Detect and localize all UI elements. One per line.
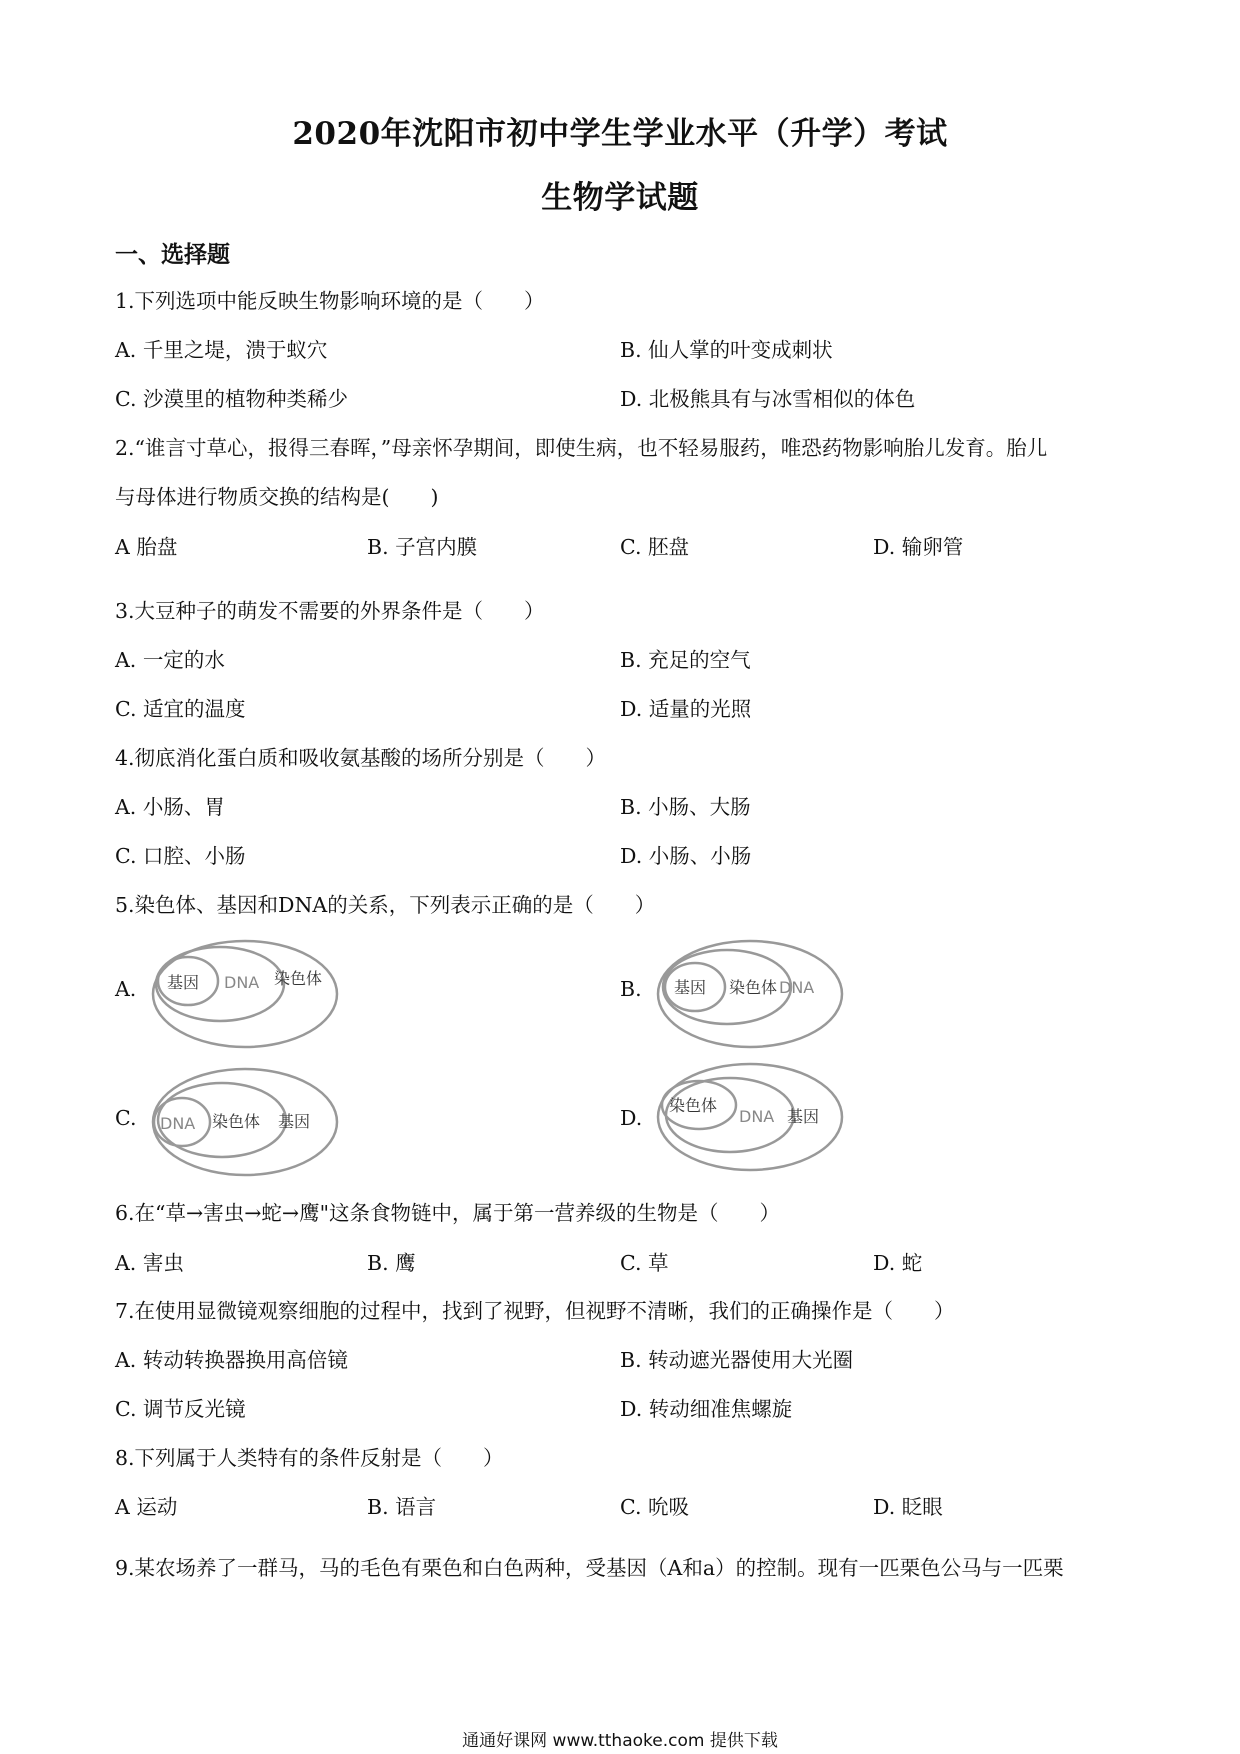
venn-inner-label: 基因 [674,978,707,997]
q4-option-b: B. 小肠、大肠 [620,795,751,819]
q1-option-a: A. 千里之堤，溃于蚁穴 [115,338,328,362]
venn-middle-label: DNA [739,1107,775,1126]
q3-option-b: B. 充足的空气 [620,648,751,672]
exam-subtitle: 生物学试题 [541,180,699,216]
q8-option-b: B. 语言 [367,1495,437,1519]
q6-stem: 6.在“草→害虫→蛇→鹰"这条食物链中，属于第一营养级的生物是（ ） [115,1201,780,1225]
section-heading: 一、选择题 [115,241,230,268]
q3-option-a: A. 一定的水 [115,648,225,672]
venn-outer-label: DNA [779,978,815,997]
q5-venn-c [150,1065,340,1180]
venn-middle-ellipse [666,1078,794,1152]
venn-middle-label: DNA [224,973,260,992]
footer-watermark[interactable]: 通通好课网 www.tthaoke.com 提供下载 [462,1731,778,1751]
q4-option-a: A. 小肠、胃 [115,795,225,819]
q7-option-d: D. 转动细准焦螺旋 [620,1397,793,1421]
q4-option-d: D. 小肠、小肠 [620,844,752,868]
q3-option-d: D. 适量的光照 [620,697,752,721]
q2-stem-line1: 2.“谁言寸草心，报得三春晖，”母亲怀孕期间，即使生病，也不轻易服药，唯恐药物影响胎儿发育。胎儿 [115,436,1048,460]
q5-option-a-label: A. [115,977,137,1001]
venn-outer-label: 染色体 [274,969,323,988]
q5-venn-d [655,1060,845,1175]
venn-inner-label: 染色体 [669,1096,718,1115]
q1-stem: 1.下列选项中能反映生物影响环境的是（ ） [115,289,545,313]
q7-option-a: A. 转动转换器换用高倍镜 [115,1348,348,1372]
q8-stem: 8.下列属于人类特有的条件反射是（ ） [115,1446,504,1470]
q8-option-c: C. 吮吸 [620,1495,689,1519]
q2-option-d: D. 输卵管 [873,535,964,559]
venn-middle-label: 染色体 [212,1112,261,1131]
q7-stem: 7.在使用显微镜观察细胞的过程中，找到了视野，但视野不清晰，我们的正确操作是（ ） [115,1299,955,1323]
q5-option-d-label: D. [620,1106,643,1130]
venn-outer-label: 基因 [787,1107,820,1126]
venn-inner-label: 基因 [167,973,200,992]
q1-option-c: C. 沙漠里的植物种类稀少 [115,387,348,411]
q2-option-b: B. 子宫内膜 [367,535,478,559]
q4-option-c: C. 口腔、小肠 [115,844,246,868]
venn-inner-label: DNA [160,1114,196,1133]
q6-option-c: C. 草 [620,1251,669,1275]
q3-option-c: C. 适宜的温度 [115,697,246,721]
q6-option-b: B. 鹰 [367,1251,416,1275]
q6-option-a: A. 害虫 [115,1251,184,1275]
venn-outer-label: 基因 [278,1112,311,1131]
q2-stem-line2: 与母体进行物质交换的结构是( ) [115,485,439,509]
q5-venn-a [150,937,340,1052]
venn-middle-label: 染色体 [729,978,778,997]
q7-option-c: C. 调节反光镜 [115,1397,246,1421]
q2-option-a: A 胎盘 [115,535,178,559]
q1-option-d: D. 北极熊具有与冰雪相似的体色 [620,387,916,411]
q8-option-d: D. 眨眼 [873,1495,943,1519]
q8-option-a: A 运动 [115,1495,178,1519]
q4-stem: 4.彻底消化蛋白质和吸收氨基酸的场所分别是（ ） [115,746,607,770]
q5-stem: 5.染色体、基因和DNA的关系，下列表示正确的是（ ） [115,893,656,917]
q6-option-d: D. 蛇 [873,1251,923,1275]
q5-option-b-label: B. [620,977,642,1001]
q2-option-c: C. 胚盘 [620,535,689,559]
q9-stem: 9.某农场养了一群马，马的毛色有栗色和白色两种，受基因（A和a）的控制。现有一匹栗色公马与一匹栗 [115,1556,1064,1580]
q3-stem: 3.大豆种子的萌发不需要的外界条件是（ ） [115,599,545,623]
q7-option-b: B. 转动遮光器使用大光圈 [620,1348,854,1372]
exam-title: 2020年沈阳市初中学生学业水平（升学）考试 [292,116,948,152]
q5-venn-b [655,937,845,1052]
q1-option-b: B. 仙人掌的叶变成刺状 [620,338,833,362]
q5-option-c-label: C. [115,1106,137,1130]
